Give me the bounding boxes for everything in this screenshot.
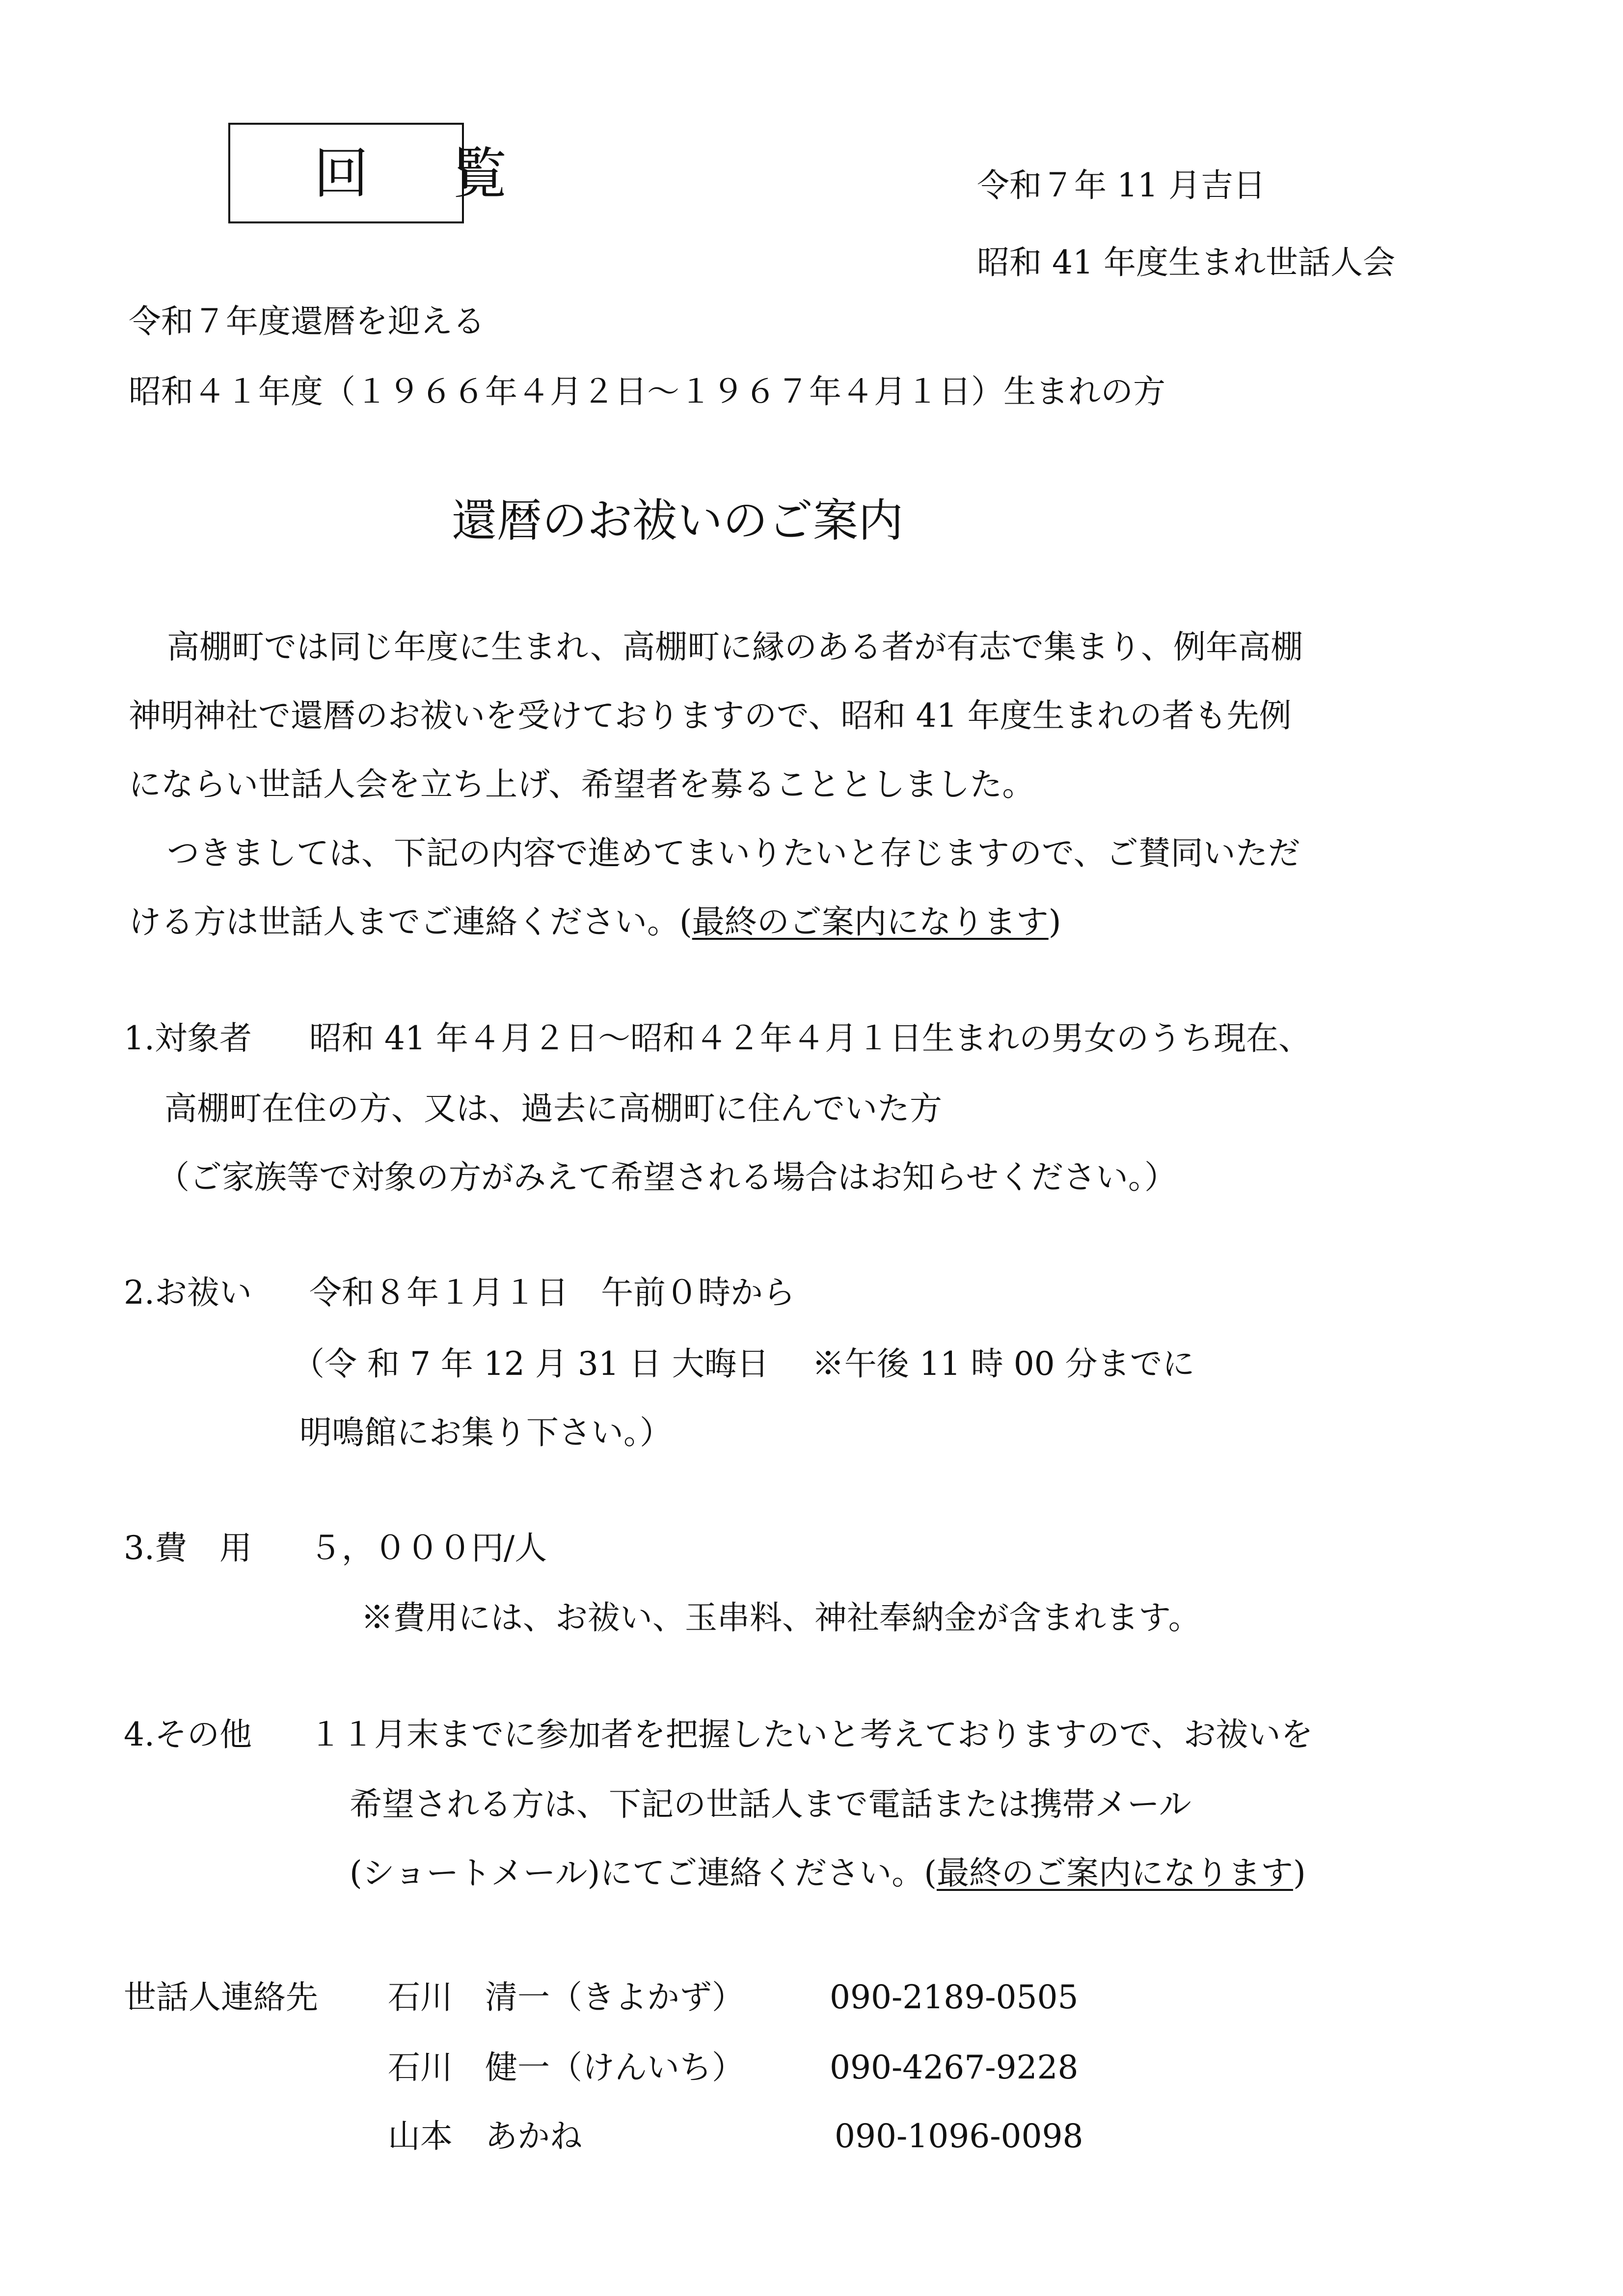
intro-line-2: 神明神社で還暦のお祓いを受けておりますので、昭和 41 年度生まれの者も先例 — [129, 697, 1292, 735]
item-target-label: 1.対象者 — [124, 1019, 252, 1057]
intro-line-4: つきましては、下記の内容で進めてまいりたいと存じますので、ご賛同いただ — [167, 834, 1300, 872]
item-purification-label: 2.お祓い — [124, 1274, 252, 1312]
item-purification-line-1: 令和８年１月１日 午前０時から — [309, 1274, 795, 1312]
item-other-line-2: 希望される方は、下記の世話人まで電話または携帯メール — [350, 1785, 1191, 1823]
item-purification-line-3: 明鳴館にお集り下さい。） — [299, 1414, 672, 1451]
contact-name-2: 石川 健一（けんいち） — [388, 2049, 744, 2086]
final-notice-underlined: 最終のご案内になります — [692, 903, 1049, 941]
stamp-text: 回覧 — [314, 142, 591, 206]
contacts-label: 世話人連絡先 — [124, 1978, 318, 2016]
final-notice-underlined: 最終のご案内になります — [936, 1854, 1293, 1892]
item-other-line-3 — [350, 1854, 1306, 1892]
item-cost-label: 3.費 用 — [124, 1529, 252, 1567]
recipient-line-1: 令和７年度還暦を迎える — [129, 302, 485, 340]
item-other-line-1: １１月末までに参加者を把握したいと考えておりますので、お祓いを — [309, 1716, 1313, 1753]
intro-line-5-text: ける方は世話人までご連絡ください。( — [129, 903, 692, 941]
item-target-line-2: 高棚町在住の方、又は、過去に高棚町に住んでいた方 — [164, 1090, 942, 1127]
item-other-label: 4.その他 — [124, 1716, 252, 1753]
closing-paren: ) — [1048, 903, 1061, 941]
intro-line-3: にならい世話人会を立ち上げ、希望者を募ることとしました。 — [129, 765, 1035, 803]
intro-line-1: 高棚町では同じ年度に生まれ、高棚町に縁のある者が有志で集まり、例年高棚 — [167, 628, 1303, 666]
recipient-line-2: 昭和４１年度（１９６６年４月２日～１９６７年４月１日）生まれの方 — [129, 373, 1165, 410]
contact-phone-1: 090-2189-0505 — [830, 1978, 1079, 2016]
intro-line-5 — [129, 903, 1061, 941]
item-target-line-3: （ご家族等で対象の方がみえて希望される場合はお知らせください。） — [157, 1158, 1177, 1196]
contact-phone-3: 090-1096-0098 — [835, 2117, 1083, 2155]
contact-name-3: 山本 あかね — [388, 2117, 582, 2155]
page-title: 還暦のお祓いのご案内 — [452, 494, 904, 547]
item-target-line-1: 昭和 41 年４月２日～昭和４２年４月１日生まれの男女のうち現在、 — [309, 1019, 1311, 1057]
item-purification-line-2: （令 和 7 年 12 月 31 日 大晦日 ※午後 11 時 00 分までに — [292, 1345, 1195, 1383]
issue-date: 令和７年 11 月吉日 — [977, 166, 1266, 204]
organizer-name: 昭和 41 年度生まれ世話人会 — [977, 244, 1395, 281]
contact-name-1: 石川 清一（きよかず） — [388, 1978, 744, 2016]
item-cost-line-2: ※費用には、お祓い、玉串料、神社奉納金が含まれます。 — [361, 1599, 1201, 1637]
circulation-stamp — [228, 123, 591, 223]
item-other-line-3-text: (ショートメール)にてご連絡ください。( — [350, 1854, 937, 1892]
item-cost-line-1: ５，０００円/人 — [309, 1529, 547, 1567]
closing-paren: ) — [1293, 1854, 1306, 1892]
contact-phone-2: 090-4267-9228 — [830, 2049, 1079, 2086]
